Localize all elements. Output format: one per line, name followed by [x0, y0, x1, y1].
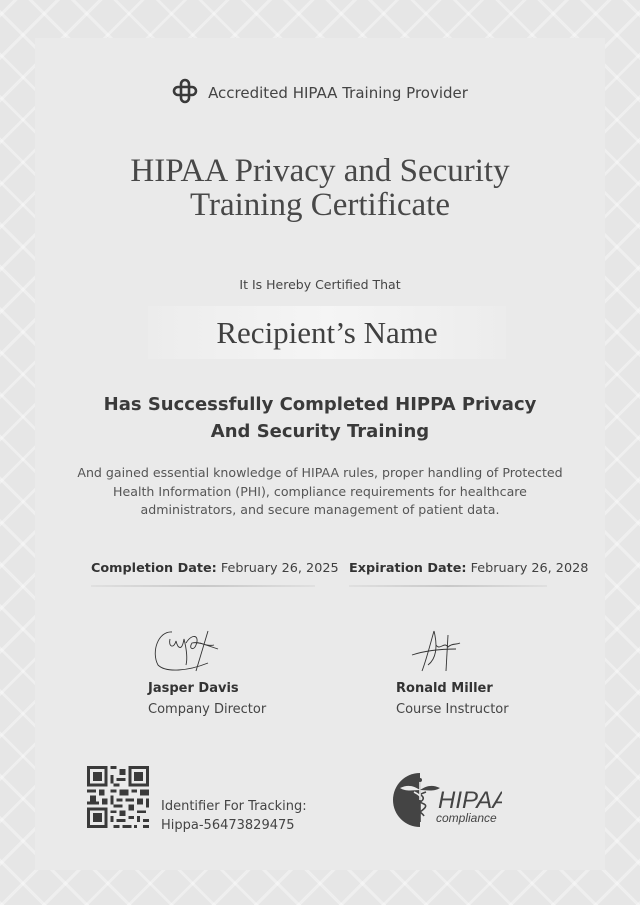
expiration-date-divider: [349, 585, 547, 587]
completion-date: [91, 561, 339, 576]
tracking-identifier: [161, 797, 307, 835]
recipient-name: [148, 306, 506, 359]
svg-text:compliance: compliance: [436, 811, 497, 825]
completion-line-2: And Security Training: [210, 421, 430, 442]
expiration-date: [349, 561, 588, 576]
description: And gained essential knowledge of HIPAA rules, proper handling of Protected Health Information (PHI), compliance requirements for healthcare administrators, and secure management of patient data.: [77, 465, 563, 517]
title-line-1: HIPAA Privacy and Security: [130, 153, 510, 189]
tracking-label: Identifier For Tracking:: [161, 799, 307, 814]
signer-name: Ronald Miller: [396, 681, 493, 696]
recipient-name-text: Recipient’s Name: [216, 314, 438, 350]
expiration-date-label: Expiration Date:: [349, 561, 467, 576]
expiration-date-value: February 26, 2028: [470, 561, 589, 576]
caduceus-icon: [392, 772, 502, 828]
tracking-id: Hippa-56473829475: [161, 818, 295, 833]
provider-header: [0, 78, 640, 108]
signer-role: Course Instructor: [396, 702, 509, 717]
signature-scribble-icon: [148, 627, 228, 677]
medical-cross-icon: [172, 78, 198, 108]
completion-statement: [0, 391, 640, 445]
signature-jasper-davis: [148, 627, 266, 717]
signature-ronald-miller: [396, 627, 509, 717]
signer-role: Company Director: [148, 702, 267, 717]
completion-date-divider: [91, 585, 315, 587]
title-line-2: Training Certificate: [190, 187, 450, 223]
completion-line-1: Has Successfully Completed HIPPA Privacy: [103, 394, 537, 415]
svg-text:HIPAA: HIPAA: [438, 787, 502, 814]
certificate-title: [0, 154, 640, 222]
signature-scribble-icon: [396, 627, 476, 677]
qr-code-icon: [87, 766, 149, 828]
signer-name: Jasper Davis: [148, 681, 239, 696]
certified-text: It Is Hereby Certified That: [239, 277, 401, 292]
provider-label: Accredited HIPAA Training Provider: [208, 84, 468, 102]
hipaa-compliance-logo: [392, 772, 502, 828]
completion-date-label: Completion Date:: [91, 561, 217, 576]
completion-date-value: February 26, 2025: [220, 561, 339, 576]
